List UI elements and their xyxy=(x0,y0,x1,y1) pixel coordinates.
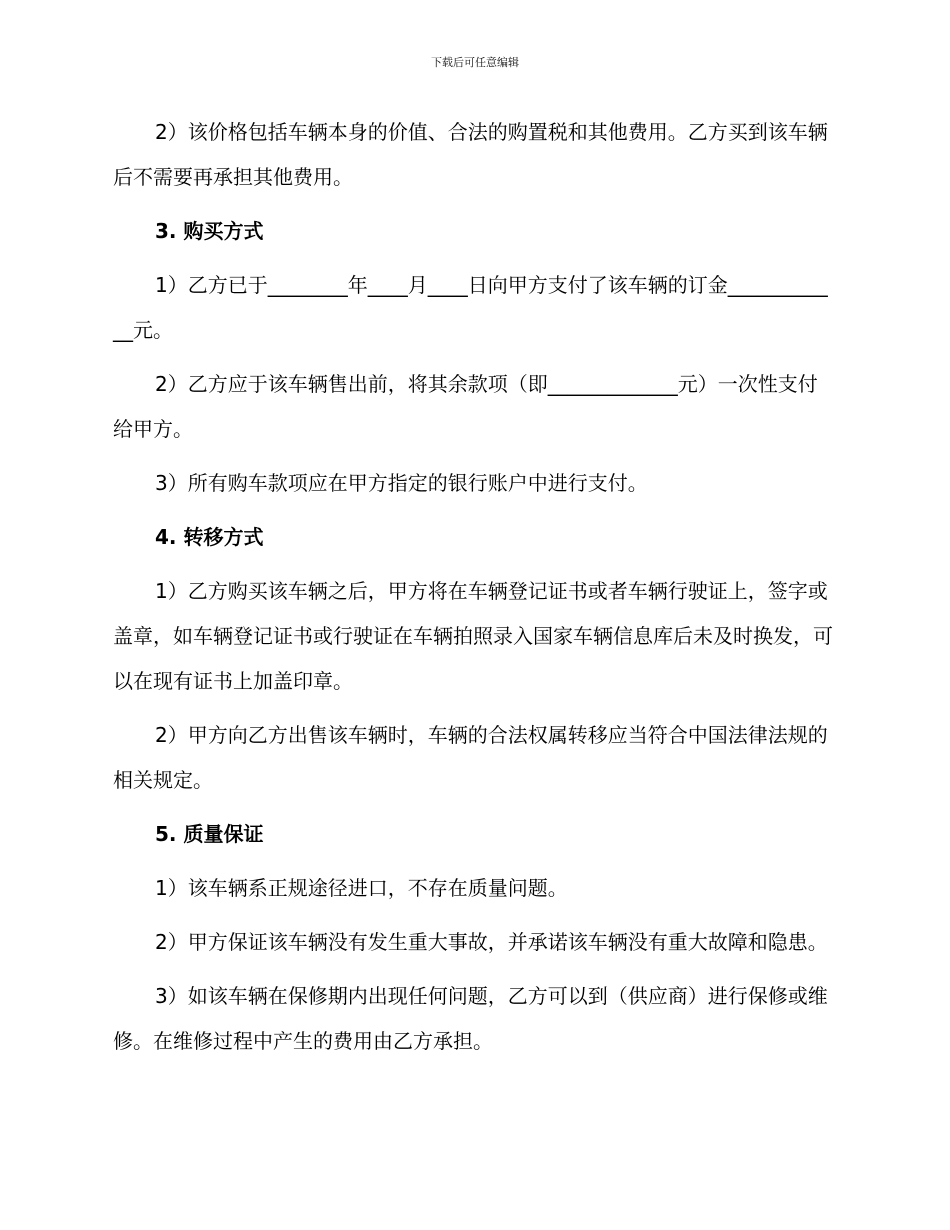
paragraph-legal-ownership: 2）甲方向乙方出售该车辆时，车辆的合法权属转移应当符合中国法律法规的相关规定。 xyxy=(113,723,828,792)
paragraph-bank-account: 3）所有购车款项应在甲方指定的银行账户中进行支付。 xyxy=(155,471,648,495)
paragraph-warranty-repair: 3）如该车辆在保修期内出现任何问题，乙方可以到（供应商）进行保修或维修。在维修过程中产生的费用由乙方承担。 xyxy=(113,984,828,1053)
paragraph-deposit: 1）乙方已于________年____月____日向甲方支付了该车辆的订金____________元。 xyxy=(113,273,828,342)
paragraph-legal-import: 1）该车辆系正规途径进口，不存在质量问题。 xyxy=(155,876,568,900)
paragraph-registration-signature: 1）乙方购买该车辆之后，甲方将在车辆登记证书或者车辆行驶证上，签字或盖章，如车辆登记证书或行驶证在车辆拍照录入国家车辆信息库后未及时换发，可以在现有证书上加盖印章。 xyxy=(113,579,833,693)
document-body xyxy=(113,110,837,1073)
section-heading-quality-guarantee: 5. 质量保证 xyxy=(155,822,264,846)
section-heading-transfer-method: 4. 转移方式 xyxy=(155,525,264,549)
paragraph-price-includes: 2）该价格包括车辆本身的价值、合法的购置税和其他费用。乙方买到该车辆后不需要再承担其他费用。 xyxy=(113,120,828,189)
page-header: 下载后可任意编辑 xyxy=(431,56,519,69)
section-heading-purchase-method: 3. 购买方式 xyxy=(155,219,264,243)
paragraph-no-major-accident: 2）甲方保证该车辆没有发生重大事故，并承诺该车辆没有重大故障和隐患。 xyxy=(155,930,828,954)
paragraph-balance-payment: 2）乙方应于该车辆售出前，将其余款项（即_____________元）一次性支付给甲方。 xyxy=(113,372,818,441)
